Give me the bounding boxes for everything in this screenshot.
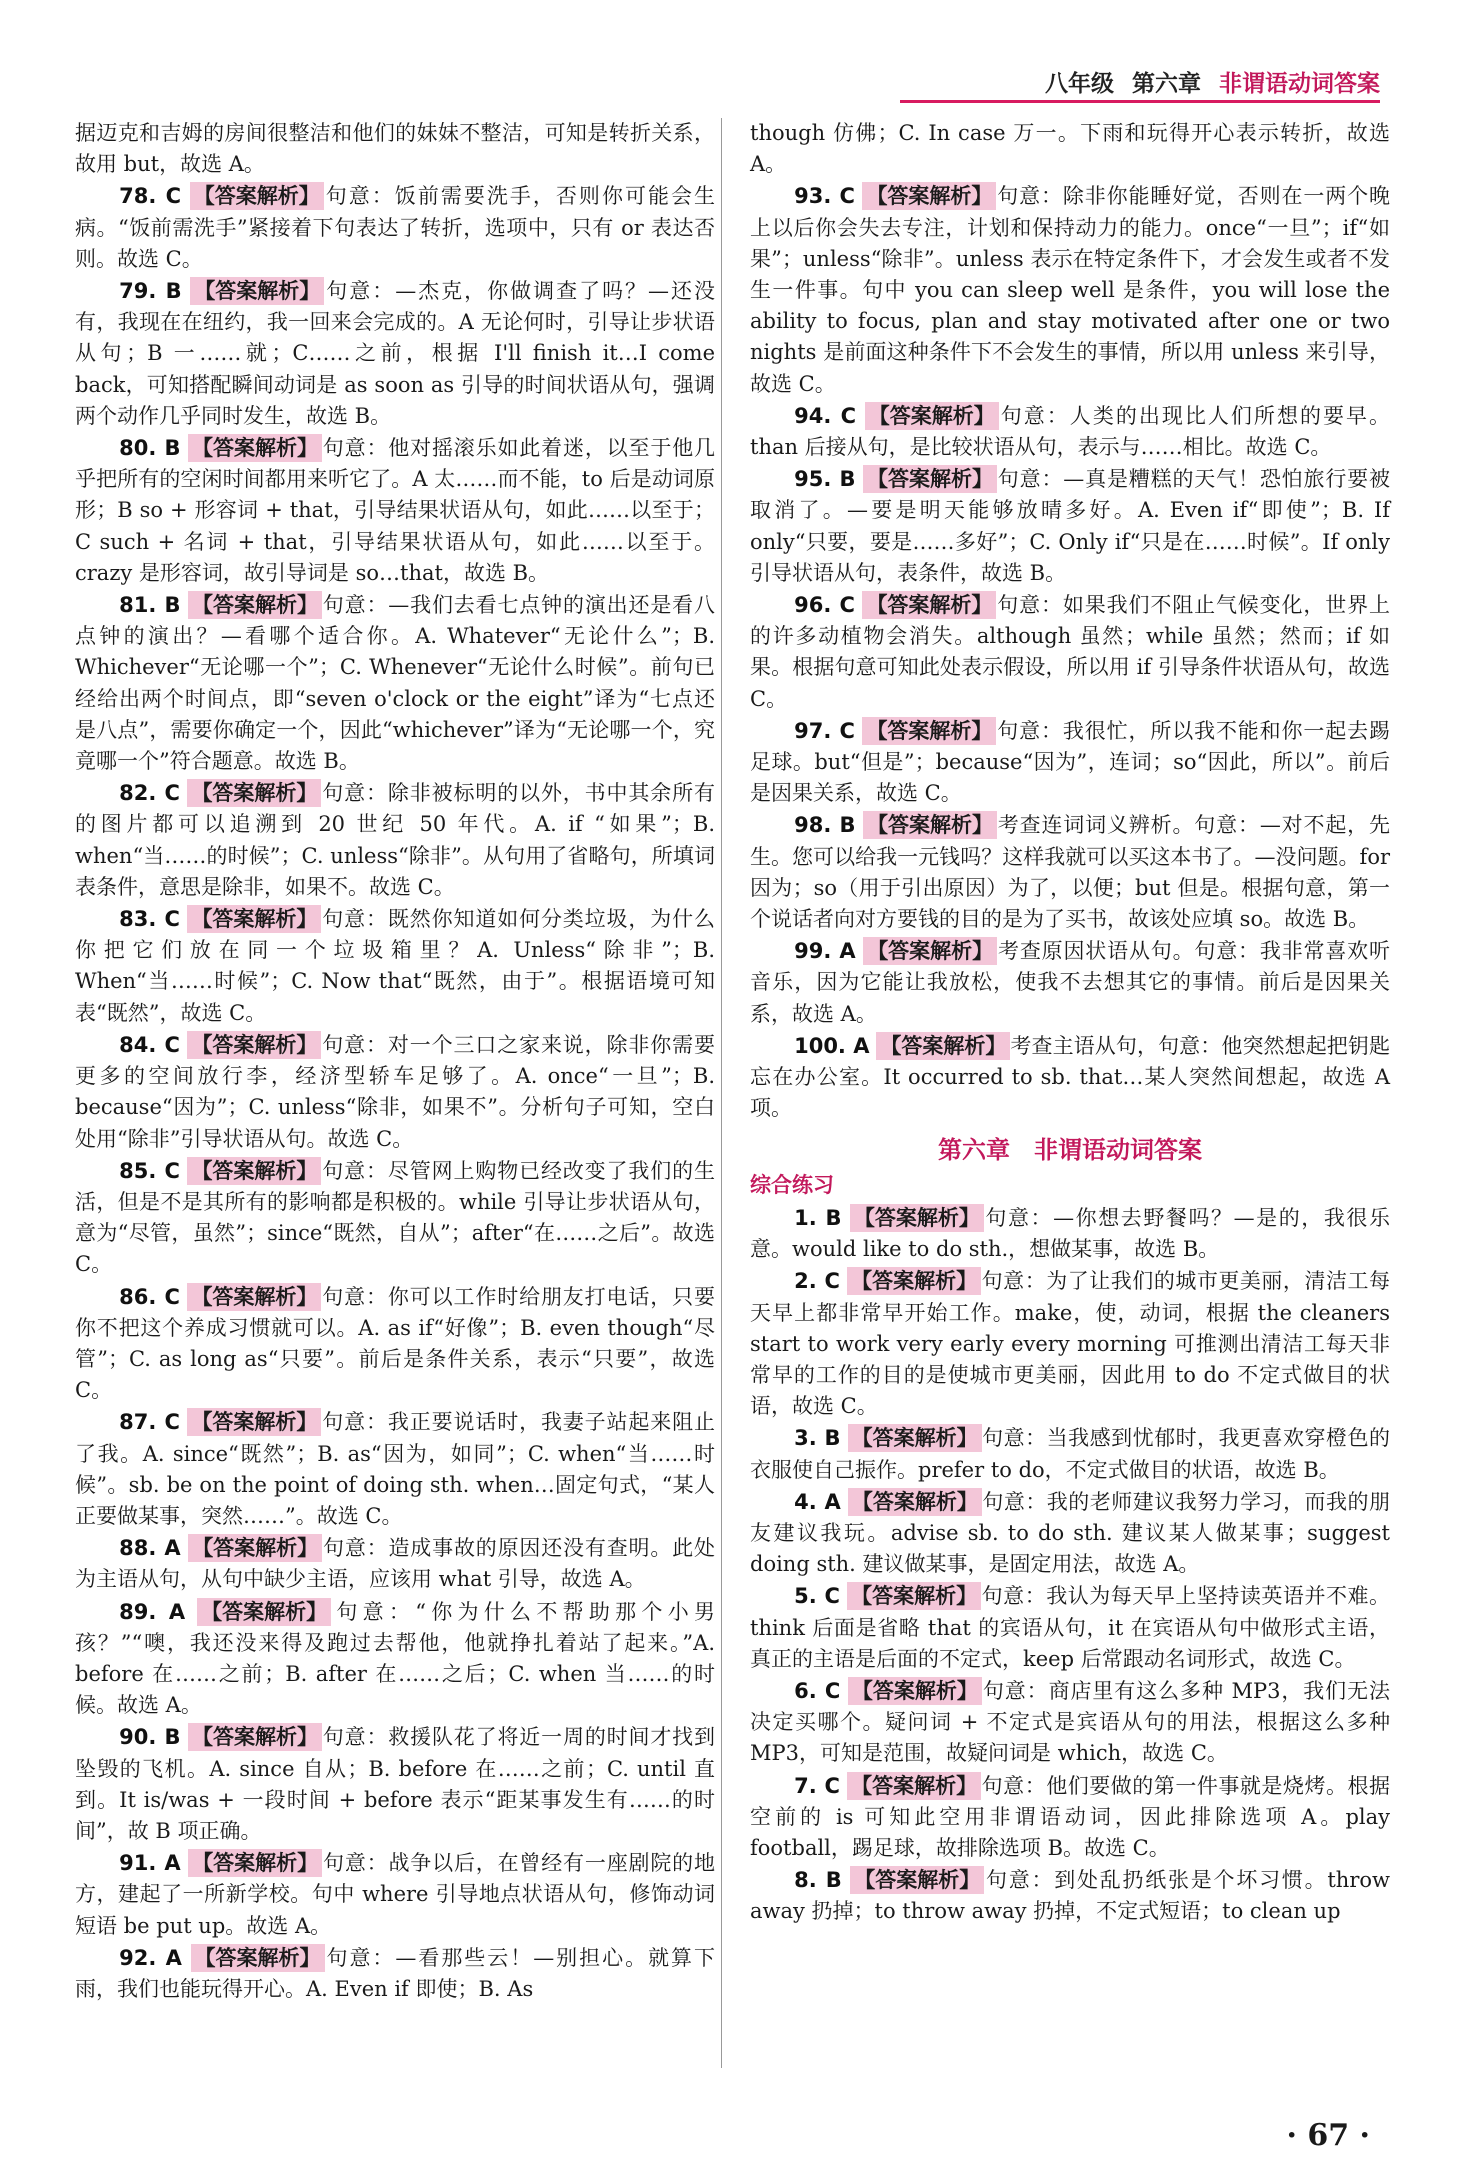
answer-number: 80. B bbox=[119, 436, 181, 461]
answer-number: 6. C bbox=[794, 1678, 841, 1703]
answer-number: 92. A bbox=[119, 1945, 182, 1970]
answer-analysis-tag: 【答案解析】 bbox=[187, 1283, 321, 1311]
answer-item bbox=[750, 1581, 1390, 1675]
answer-item bbox=[75, 276, 715, 432]
answer-text: 句意：“你为什么不帮助那个小男孩？”“噢，我还没来得及跑过去帮他，他就挣扎着站了起来。”A. before 在……之前；B. after 在……之后；C. when 当……的时候。故选 A。 bbox=[75, 1599, 715, 1718]
answer-number: 4. A bbox=[794, 1489, 841, 1514]
answer-item bbox=[750, 464, 1390, 589]
answer-text: 考查连词词义辨析。句意：—对不起，先生。您可以给我一元钱吗？这样我就可以买这本书了。—没问题。for 因为；so（用于引出原因）为了，以便；but 但是。根据句意，第一个说话者向对方要钱的目的是为了买书，故该处应填 so。故选 B。 bbox=[750, 813, 1390, 932]
header-chapter: 第六章 bbox=[1132, 71, 1201, 97]
answer-analysis-tag: 【答案解析】 bbox=[191, 1944, 325, 1972]
answer-text: 句意：除非你能睡好觉，否则在一两个晚上以后你会失去专注，计划和保持动力的能力。once“一旦”；if“如果”；unless“除非”。unless 表示在特定条件下，才会发生或者不发生一件事。句中 you can sleep well 是条件，you will lose the ability to focus, plan and stay motivated after one or two nights 是前面这种条件下不会发生的事情，所以用 unless 来引导，故选 C。 bbox=[750, 184, 1390, 396]
answer-analysis-tag: 【答案解析】 bbox=[848, 1424, 982, 1452]
answer-item bbox=[750, 1676, 1390, 1770]
answer-analysis-tag: 【答案解析】 bbox=[197, 1598, 331, 1626]
answer-item bbox=[750, 810, 1390, 935]
answer-analysis-tag: 【答案解析】 bbox=[850, 1204, 984, 1232]
answer-item bbox=[75, 1030, 715, 1155]
answer-number: 93. C bbox=[794, 184, 855, 209]
answer-text: 句意：我的老师建议我努力学习，而我的朋友建议我玩。advise sb. to do sth. 建议某人做某事；suggest doing sth. 建议做某事，是固定用法，故选 A。 bbox=[750, 1489, 1390, 1577]
answer-number: 5. C bbox=[794, 1584, 840, 1609]
answer-text: 句意：他对摇滚乐如此着迷，以至于他几乎把所有的空闲时间都用来听它了。A 太……而不能，to 后是动词原形；B so + 形容词 + that，引导结果状语从句，如此……以至于；C such + 名词 + that，引导结果状语从句，如此……以至于。crazy 是形容词，故引导词是 so…that，故选 B。 bbox=[75, 436, 715, 585]
answer-text: though 仿佛；C. In case 万一。下雨和玩得开心表示转折，故选 A。 bbox=[750, 121, 1390, 177]
header-rule bbox=[900, 100, 1380, 103]
answer-item bbox=[75, 118, 715, 180]
answer-number: 78. C bbox=[119, 184, 182, 209]
answer-analysis-tag: 【答案解析】 bbox=[862, 591, 996, 619]
answer-text: 句意：饭前需要洗手，否则你可能会生病。“饭前需洗手”紧接着下句表达了转折，选项中，只有 or 表达否则。故选 C。 bbox=[75, 184, 716, 271]
answer-text: 考查主语从句，句意：他突然想起把钥匙忘在办公室。It occurred to sb. that…某人突然间想起，故选 A 项。 bbox=[750, 1033, 1390, 1121]
answer-number: 99. A bbox=[794, 939, 856, 964]
answer-number: 3. B bbox=[794, 1426, 841, 1451]
answer-number: 2. C bbox=[794, 1269, 840, 1294]
answer-item bbox=[75, 1533, 715, 1595]
answer-text: 句意：救援队花了将近一周的时间才找到坠毁的飞机。A. since 自从；B. before 在……之前；C. until 直到。It is/was + 一段时间 + before 表示“距某事发生有……的时间”，故 B 项正确。 bbox=[75, 1725, 715, 1843]
answer-analysis-tag: 【答案解析】 bbox=[187, 1031, 321, 1059]
answer-item bbox=[75, 1282, 715, 1407]
answer-analysis-tag: 【答案解析】 bbox=[190, 277, 324, 305]
answer-text: 句意：人类的出现比人们所想的要早。than 后接从句，是比较状语从句，表示与……相比。故选 C。 bbox=[750, 403, 1391, 460]
answer-text: 句意：既然你知道如何分类垃圾，为什么你把它们放在同一个垃圾箱里？A. Unless“除非”；B. When“当……时候”；C. Now that“既然，由于”。根据语境可知表“既然”，故选 C。 bbox=[75, 907, 715, 1025]
answer-number: 8. B bbox=[794, 1868, 842, 1893]
answer-text: 句意：我正要说话时，我妻子站起来阻止了我。A. since“既然”；B. as“因为，如同”；C. when“当……时候”。sb. be on the point of doing sth. when…固定句式，“某人正要做某事，突然……”。故选 C。 bbox=[75, 1410, 715, 1528]
answer-analysis-tag: 【答案解析】 bbox=[848, 1677, 982, 1705]
answer-item bbox=[75, 1848, 715, 1942]
answer-analysis-tag: 【答案解析】 bbox=[862, 717, 996, 745]
answer-number: 96. C bbox=[794, 593, 855, 618]
right-column bbox=[750, 118, 1390, 1929]
answer-text: 句意：除非被标明的以外，书中其余所有的图片都可以追溯到 20 世纪 50 年代。A. if “如果”；B. when“当……的时候”；C. unless“除非”。从句用了省略句，所填词表条件，意思是除非，如果不。故选 C。 bbox=[75, 781, 715, 899]
answer-number: 86. C bbox=[119, 1284, 180, 1309]
answer-number: 81. B bbox=[119, 593, 181, 618]
answer-item bbox=[75, 181, 715, 275]
answer-analysis-tag: 【答案解析】 bbox=[847, 1267, 981, 1295]
answer-item bbox=[75, 778, 715, 903]
answer-text: 句意：造成事故的原因还没有查明。此处为主语从句，从句中缺少主语，应该用 what 引导，故选 A。 bbox=[75, 1536, 715, 1592]
answer-item bbox=[75, 433, 715, 589]
answer-item bbox=[750, 1865, 1390, 1927]
answer-text: 考查原因状语从句。句意：我非常喜欢听音乐，因为它能让我放松，使我不去想其它的事情。前后是因果关系，故选 A。 bbox=[750, 939, 1390, 1026]
answer-item bbox=[750, 1423, 1390, 1485]
answer-text: 句意：我认为每天早上坚持读英语并不难。think 后面是省略 that 的宾语从句，it 在宾语从句中做形式主语，真正的主语是后面的不定式，keep 后常跟动名词形式，故选 C。 bbox=[750, 1584, 1391, 1671]
answer-analysis-tag: 【答案解析】 bbox=[188, 434, 322, 462]
answer-item bbox=[750, 401, 1390, 463]
answer-number: 89. A bbox=[119, 1599, 186, 1624]
answer-item bbox=[750, 118, 1390, 180]
answer-number: 84. C bbox=[119, 1032, 180, 1057]
answer-number: 82. C bbox=[119, 781, 180, 806]
answer-text: 据迈克和吉姆的房间很整洁和他们的妹妹不整洁，可知是转折关系，故用 but，故选 A。 bbox=[75, 121, 715, 177]
column-divider bbox=[721, 118, 722, 2068]
answer-analysis-tag: 【答案解析】 bbox=[862, 182, 996, 210]
header-title: 非谓语动词答案 bbox=[1219, 71, 1380, 97]
answer-text: 句意：到处乱扔纸张是个坏习惯。throw away 扔掉；to throw away 扔掉，不定式短语；to clean up bbox=[750, 1868, 1390, 1924]
answer-analysis-tag: 【答案解析】 bbox=[190, 182, 324, 210]
answer-text: 句意：—真是糟糕的天气！恐怕旅行要被取消了。—要是明天能够放晴多好。A. Even if“即使”；B. If only“只要，要是……多好”；C. Only if“只是在……时候”。If only 引导状语从句，表条件，故选 B。 bbox=[750, 467, 1390, 585]
answer-text: 句意：我很忙，所以我不能和你一起去踢足球。but“但是”；because“因为”，连词；so“因此，所以”。前后是因果关系，故选 C。 bbox=[750, 718, 1390, 806]
answer-analysis-tag: 【答案解析】 bbox=[188, 591, 322, 619]
answer-item bbox=[750, 1487, 1390, 1581]
answer-item bbox=[75, 1943, 715, 2005]
answer-analysis-tag: 【答案解析】 bbox=[847, 1582, 981, 1610]
answer-text: 句意：—我们去看七点钟的演出还是看八点钟的演出？—看哪个适合你。A. Whatever“无论什么”；B. Whichever“无论哪一个”；C. Whenever“无论什么时候”。前句已经给出两个时间点，即“seven o'clock or the eight”译为“七点还是八点”，需要你确定一个，因此“whichever”译为“无论哪一个，究竟哪一个”符合题意。故选 B。 bbox=[75, 593, 715, 774]
answer-item bbox=[75, 1407, 715, 1532]
answer-item bbox=[750, 1203, 1390, 1265]
answer-analysis-tag: 【答案解析】 bbox=[187, 779, 321, 807]
answer-text: 句意：—看那些云！—别担心。就算下雨，我们也能玩得开心。A. Even if 即使；B. As bbox=[75, 1945, 716, 2001]
answer-number: 91. A bbox=[119, 1851, 181, 1876]
answer-analysis-tag: 【答案解析】 bbox=[863, 937, 997, 965]
answer-text: 句意：为了让我们的城市更美丽，清洁工每天早上都非常早开始工作。make，使，动词，根据 the cleaners start to work very early every morning 可推测出清洁工每天非常早的工作的目的是使城市更美丽，因此用 to do 不定式做目的状语，故选 C。 bbox=[750, 1269, 1391, 1419]
answer-number: 98. B bbox=[794, 813, 856, 838]
answer-item bbox=[75, 1722, 715, 1847]
subsection-title: 综合练习 bbox=[750, 1172, 834, 1197]
answer-text: 句意：你可以工作时给朋友打电话，只要你不把这个养成习惯就可以。A. as if“好像”；B. even though“尽管”；C. as long as“只要”。前后是条件关系，表示“只要”，故选 C。 bbox=[75, 1284, 715, 1403]
answer-text: 句意：—杰克，你做调查了吗？—还没有，我现在在纽约，我一回来会完成的。A 无论何时，引导让步状语从句；B 一……就；C……之前，根据 I'll finish it…I come back，可知搭配瞬间动词是 as soon as 引导的时间状语从句，强调两个动作几乎同时发生，故选 B。 bbox=[75, 279, 716, 428]
right-column-answers-part2 bbox=[750, 1203, 1390, 1928]
answer-item bbox=[750, 936, 1390, 1030]
answer-text: 句意：当我感到忧郁时，我更喜欢穿橙色的衣服使自己振作。prefer to do，不定式做目的状语，故选 B。 bbox=[750, 1426, 1390, 1482]
answer-number: 7. C bbox=[794, 1773, 840, 1798]
answer-text: 句意：—你想去野餐吗？—是的，我很乐意。would like to do sth.，想做某事，故选 B。 bbox=[750, 1205, 1390, 1262]
answer-item bbox=[75, 1156, 715, 1281]
answer-analysis-tag: 【答案解析】 bbox=[188, 1849, 322, 1877]
answer-number: 1. B bbox=[794, 1205, 842, 1230]
answer-text: 句意：尽管网上购物已经改变了我们的生活，但是不是其所有的影响都是积极的。while 引导让步状语从句，意为“尽管，虽然”；since“既然，自从”；after“在……之后”。故选 C。 bbox=[75, 1158, 715, 1277]
answer-analysis-tag: 【答案解析】 bbox=[863, 811, 997, 839]
answer-text: 句意：如果我们不阻止气候变化，世界上的许多动植物会消失。although 虽然；while 虽然；然而；if 如果。根据句意可知此处表示假设，所以用 if 引导条件状语从句，故选 C。 bbox=[750, 593, 1390, 711]
page-number: · 67 · bbox=[1286, 2118, 1370, 2153]
right-column-answers-part1 bbox=[750, 118, 1390, 1125]
header-grade: 八年级 bbox=[1045, 71, 1114, 97]
answer-text: 句意：他们要做的第一件事就是烧烤。根据空前的 is 可知此空用非谓语动词，因此排除选项 A。play football，踢足球，故排除选项 B。故选 C。 bbox=[750, 1773, 1391, 1860]
answer-number: 95. B bbox=[794, 467, 856, 492]
answer-number: 79. B bbox=[119, 279, 182, 304]
answer-number: 88. A bbox=[119, 1536, 181, 1561]
answer-item bbox=[750, 1031, 1390, 1125]
answer-number: 100. A bbox=[794, 1033, 870, 1058]
answer-analysis-tag: 【答案解析】 bbox=[187, 1408, 321, 1436]
answer-analysis-tag: 【答案解析】 bbox=[865, 402, 999, 430]
answer-item bbox=[75, 590, 715, 777]
answer-analysis-tag: 【答案解析】 bbox=[187, 1157, 321, 1185]
answer-analysis-tag: 【答案解析】 bbox=[876, 1032, 1010, 1060]
answer-analysis-tag: 【答案解析】 bbox=[848, 1488, 982, 1516]
answer-number: 97. C bbox=[794, 718, 855, 743]
answer-analysis-tag: 【答案解析】 bbox=[847, 1772, 981, 1800]
section-title: 第六章 非谓语动词答案 bbox=[938, 1135, 1202, 1164]
answer-item bbox=[750, 590, 1390, 715]
answer-item bbox=[750, 1771, 1390, 1865]
answer-item bbox=[75, 904, 715, 1029]
answer-analysis-tag: 【答案解析】 bbox=[187, 905, 321, 933]
answer-analysis-tag: 【答案解析】 bbox=[188, 1723, 322, 1751]
answer-item bbox=[750, 716, 1390, 810]
answer-analysis-tag: 【答案解析】 bbox=[188, 1534, 322, 1562]
answer-number: 90. B bbox=[119, 1725, 181, 1750]
page-header bbox=[1045, 58, 1380, 98]
answer-number: 83. C bbox=[119, 907, 180, 932]
answer-item bbox=[75, 1597, 715, 1722]
answer-number: 87. C bbox=[119, 1410, 180, 1435]
answer-analysis-tag: 【答案解析】 bbox=[850, 1866, 984, 1894]
answer-analysis-tag: 【答案解析】 bbox=[863, 465, 997, 493]
answer-number: 94. C bbox=[794, 403, 857, 428]
left-column bbox=[75, 118, 715, 2006]
answer-item bbox=[750, 1266, 1390, 1422]
answer-number: 85. C bbox=[119, 1158, 180, 1183]
answer-item bbox=[750, 181, 1390, 399]
answer-text: 句意：战争以后，在曾经有一座剧院的地方，建起了一所新学校。句中 where 引导地点状语从句，修饰动词短语 be put up。故选 A。 bbox=[75, 1851, 715, 1938]
answer-text: 句意：商店里有这么多种 MP3，我们无法决定买哪个。疑问词 + 不定式是宾语从句的用法，根据这么多种 MP3，可知是范围，故疑问词是 which，故选 C。 bbox=[750, 1678, 1390, 1766]
answer-text: 句意：对一个三口之家来说，除非你需要更多的空间放行李，经济型轿车足够了。A. once“一旦”；B. because“因为”；C. unless“除非，如果不”。分析句子可知，空白处用“除非”引导状语从句。故选 C。 bbox=[75, 1032, 715, 1151]
